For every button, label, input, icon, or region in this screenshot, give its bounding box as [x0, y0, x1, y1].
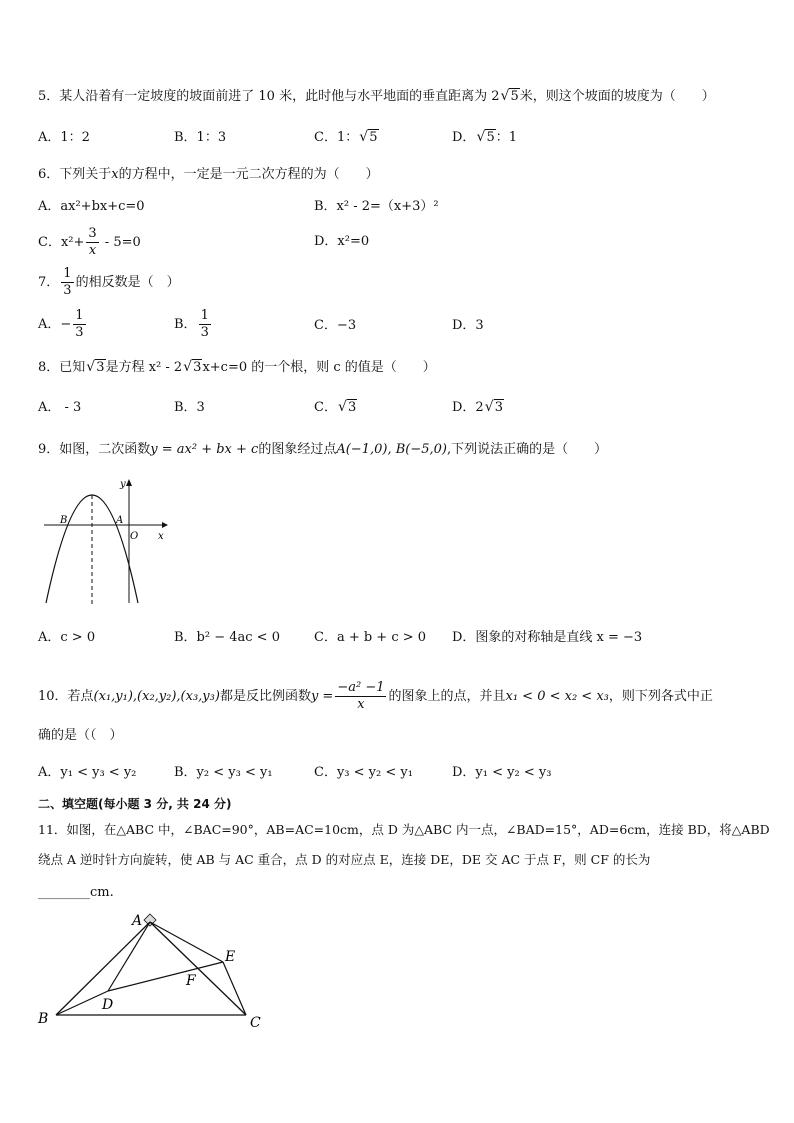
segment-ec	[223, 962, 246, 1015]
segment-bd	[56, 991, 108, 1015]
sqrt-symbol: √ 5	[476, 128, 495, 148]
question-10-line2: 确的是（（ ）	[38, 728, 123, 743]
q9-option-d[interactable]: D．图象的对称轴是直线 x = −3	[452, 630, 643, 645]
q5-text-a: 5．某人沿着有一定坡度的坡面前进了 10 米，此时他与水平地面的垂直距离为 2	[38, 89, 500, 104]
sqrt-symbol: √ 3	[485, 398, 504, 418]
label-a: A	[132, 913, 143, 929]
label-e: E	[225, 949, 236, 965]
label-b: B	[38, 1011, 49, 1027]
q8-option-c[interactable]: C．√ 3	[314, 398, 357, 418]
y-axis-arrow	[126, 479, 132, 486]
answer-blank[interactable]: ________	[38, 885, 90, 900]
q7-option-a[interactable]: A．− $\frac{1}{3}$	[38, 308, 84, 340]
q8-option-b[interactable]: B．3	[174, 400, 205, 415]
label-f: F	[186, 973, 196, 989]
parabola-graph	[40, 475, 180, 610]
q6-option-d[interactable]: D．x²=0	[314, 234, 370, 249]
fraction: $\frac{1}{3}$	[63, 266, 72, 298]
question-5-stem	[38, 87, 715, 107]
q9-option-b[interactable]: B．b² − 4ac < 0	[174, 630, 280, 645]
origin-label: O	[130, 531, 139, 542]
q10-option-a[interactable]: A．y₁ < y₃ < y₂	[38, 765, 137, 780]
question-11-line1: 11．如图，在△ABC 中，∠BAC=90°，AB=AC=10cm，点 D 为△ABC 内一点，∠BAD=15°，AD=6cm，连接 BD，将△ABD	[38, 822, 770, 837]
sqrt-symbol: √ 3	[183, 358, 202, 378]
triangle-figure	[30, 905, 280, 1035]
q10-option-d[interactable]: D．y₁ < y₂ < y₃	[452, 765, 552, 780]
q10-option-b[interactable]: B．y₂ < y₃ < y₁	[174, 765, 273, 780]
label-d: D	[102, 997, 114, 1013]
sqrt-symbol: √ 3	[338, 398, 357, 418]
point-b-label: B	[60, 515, 68, 526]
x-label: x	[158, 531, 164, 542]
unit-label: cm.	[90, 885, 114, 900]
q5-option-d[interactable]: D．√ 5：1	[452, 128, 517, 148]
q6-option-c[interactable]: C．x²+ $\frac{3}{x}$ - 5=0	[38, 226, 141, 258]
question-9-stem: 9．如图，二次函数y = ax² + bx + c的图象经过点A(−1,0), B(−5,0),下列说法正确的是（ ）	[38, 442, 608, 457]
q5-text-b: 米，则这个坡面的坡度为（ ）	[519, 89, 715, 104]
sqrt-symbol: √ 5	[359, 128, 378, 148]
section-2-title: 二、填空题(每小题 3 分, 共 24 分)	[38, 797, 232, 811]
q10-option-c[interactable]: C．y₃ < y₂ < y₁	[314, 765, 413, 780]
sqrt-symbol: √ 3	[86, 358, 105, 378]
sqrt-symbol: √ 5	[500, 87, 519, 107]
question-10-stem: 10．若点(x₁,y₁),(x₂,y₂),(x₃,y₃)都是反比例函数y = $\frac{\text{−a² −1}}{x}$ 的图象上的点，并且x₁ < 0 < x₂ < x₃，则下列各式中正	[38, 680, 713, 712]
segment-ae	[150, 922, 223, 962]
q5-option-c[interactable]: C．1：√ 5	[314, 128, 379, 148]
question-11-blank[interactable]	[38, 883, 114, 903]
q7-option-d[interactable]: D．3	[452, 318, 484, 333]
fraction: $\frac{1}{3}$	[75, 308, 84, 340]
q8-option-d[interactable]: D．2√ 3	[452, 398, 504, 418]
y-label: y	[120, 479, 126, 490]
q8-option-a[interactable]: A． - 3	[38, 400, 82, 415]
q5-option-a[interactable]: A．1：2	[38, 130, 90, 145]
question-7-stem: 7． $\frac{1}{3}$ 的相反数是（ ）	[38, 266, 180, 298]
x-axis-arrow	[162, 522, 168, 528]
q7-option-c[interactable]: C．−3	[314, 318, 357, 333]
fraction: $\frac{\text{−a² −1}}{x}$	[337, 680, 385, 712]
q5-option-b[interactable]: B．1：3	[174, 130, 227, 145]
point-a-label: A	[116, 515, 124, 526]
q6-option-b[interactable]: B．x² - 2=（x+3）²	[314, 199, 439, 214]
q9-option-a[interactable]: A．c > 0	[38, 630, 96, 645]
question-6-stem: 6．下列关于x的方程中，一定是一元二次方程的为（ ）	[38, 167, 379, 182]
q9-option-c[interactable]: C．a + b + c > 0	[314, 630, 427, 645]
fraction: $\frac{3}{x}$	[88, 226, 97, 258]
label-c: C	[250, 1015, 261, 1031]
question-11-line2: 绕点 A 逆时针方向旋转，使 AB 与 AC 重合，点 D 的对应点 E，连接 DE，DE 交 AC 于点 F，则 CF 的长为	[38, 852, 651, 867]
fraction: $\frac{1}{3}$	[200, 308, 209, 340]
question-8-stem: 8．已知√ 3是方程 x² - 2√ 3x+c=0 的一个根，则 c 的值是（ ）	[38, 358, 436, 378]
q6-option-a[interactable]: A．ax²+bx+c=0	[38, 199, 145, 214]
q7-option-b[interactable]: B． $\frac{1}{3}$	[174, 308, 209, 340]
